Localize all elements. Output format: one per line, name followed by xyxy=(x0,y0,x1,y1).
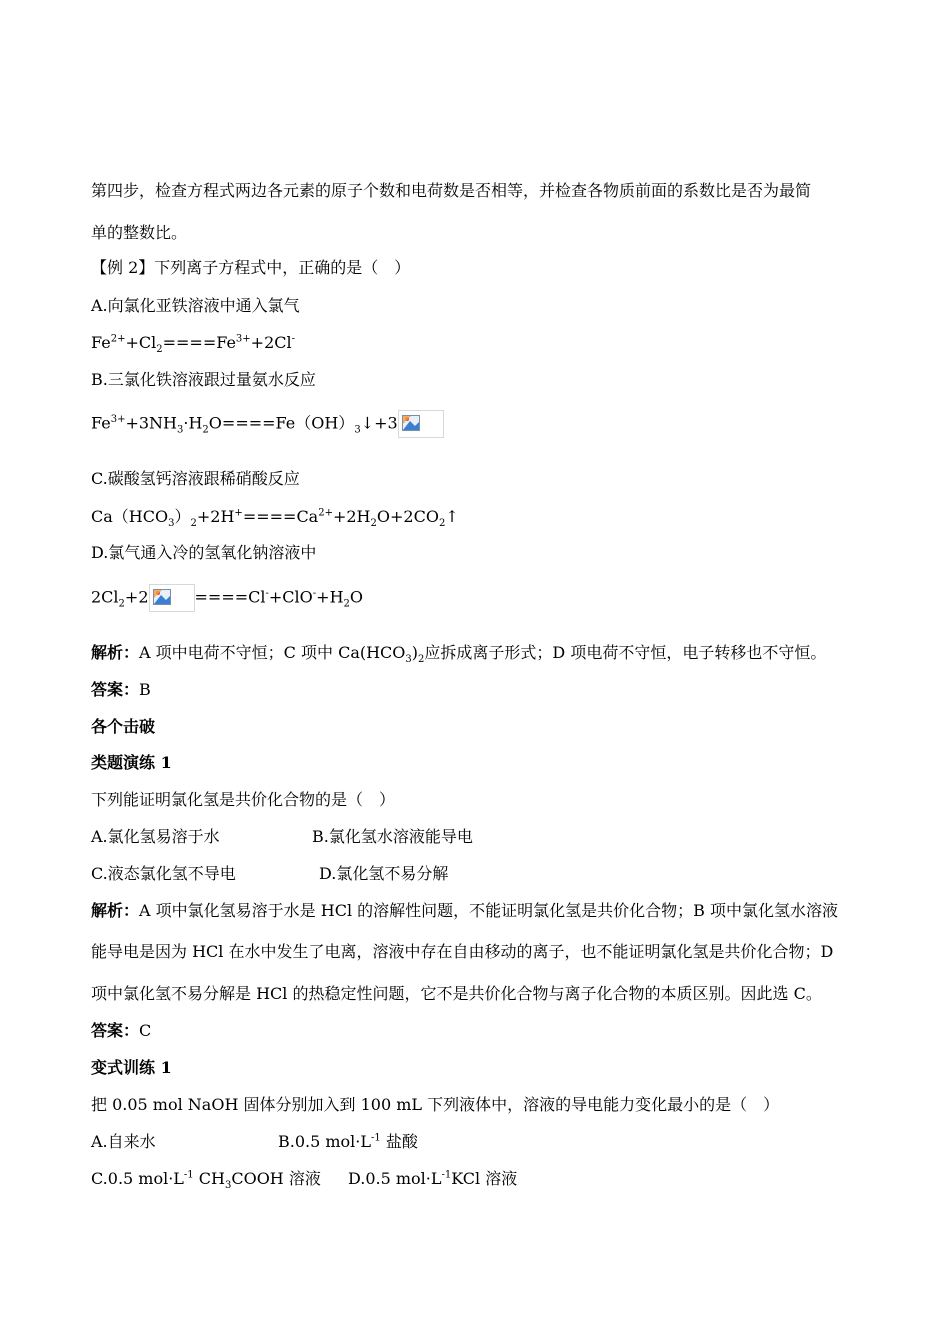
analysis: 解析：A 项中电荷不守恒；C 项中 $Ca(HCO_3)_2$应拆成离子形式；D 项电荷不守恒，电子转移也不守恒。 xyxy=(91,643,827,666)
practice-option-d: D.氯化氢不易分解 xyxy=(319,864,449,883)
practice-title: 类题演练 1 xyxy=(91,753,172,772)
practice-analysis-line: 能导电是因为 HCl 在水中发生了电离，溶液中存在自由移动的离子，也不能证明氯化氢是共价化合物；D xyxy=(91,942,834,961)
variant-question: 把 0.05 mol NaOH 固体分别加入到 100 mL 下列液体中，溶液的导电能力变化最小的是（ ） xyxy=(91,1095,780,1114)
paragraph-line: 单的整数比。 xyxy=(91,223,188,242)
practice-analysis-line: 解析：A 项中氯化氢易溶于水是 HCl 的溶解性问题，不能证明氯化氢是共价化合物；B 项中氯化氢水溶液 xyxy=(91,901,838,920)
answer: 答案：B xyxy=(91,680,151,699)
option-a: A.向氯化亚铁溶液中通入氯气 xyxy=(91,296,300,315)
practice-analysis-line: 项中氯化氢不易分解是 HCl 的热稳定性问题，它不是共价化合物与离子化合物的本质区别。因此选 C。 xyxy=(91,984,822,1003)
practice-option-b: B.氯化氢水溶液能导电 xyxy=(312,827,473,846)
section-title: 各个击破 xyxy=(91,717,156,736)
broken-image-icon xyxy=(149,584,195,612)
equation-c: $Ca(HCO_3)_2+2H^+====Ca^{2+}+2H_2O+2CO_2↑$ xyxy=(91,507,459,530)
equation-a: $Fe^{2+}+Cl_2====Fe^{3+}+2Cl^-$ xyxy=(91,333,296,356)
practice-option-a: A.氯化氢易溶于水 xyxy=(91,827,220,846)
variant-option-b: B.0.5 $mol\cdot L^{-1}$ 盐酸 xyxy=(278,1132,418,1151)
practice-answer: 答案：C xyxy=(91,1021,152,1040)
equation-d: $2Cl_2+2$ $====Cl^-+ClO^-+H_2O$ xyxy=(91,584,363,612)
option-d: D.氯气通入冷的氢氧化钠溶液中 xyxy=(91,543,317,562)
broken-image-icon xyxy=(398,410,444,438)
variant-option-d: D.0.5 $mol\cdot L^{-1}KCl$ 溶液 xyxy=(348,1169,518,1188)
practice-question: 下列能证明氯化氢是共价化合物的是（ ） xyxy=(91,790,396,809)
practice-option-c: C.液态氯化氢不导电 xyxy=(91,864,236,883)
variant-option-a: A.自来水 xyxy=(91,1132,156,1151)
option-b: B.三氯化铁溶液跟过量氨水反应 xyxy=(91,370,316,389)
variant-title: 变式训练 1 xyxy=(91,1058,172,1077)
equation-b: $Fe^{3+}+3NH_3\cdot H_2O====Fe(OH)_3↓+3$ xyxy=(91,410,444,438)
example-title: 【例 2】下列离子方程式中，正确的是（ ） xyxy=(91,258,411,277)
option-c: C.碳酸氢钙溶液跟稀硝酸反应 xyxy=(91,469,300,488)
variant-option-c: C.0.5 $mol\cdot L^{-1}$ $CH_3COOH$ 溶液 xyxy=(91,1169,321,1192)
paragraph-line: 第四步，检查方程式两边各元素的原子个数和电荷数是否相等，并检查各物质前面的系数比是否为最简 xyxy=(91,181,812,200)
